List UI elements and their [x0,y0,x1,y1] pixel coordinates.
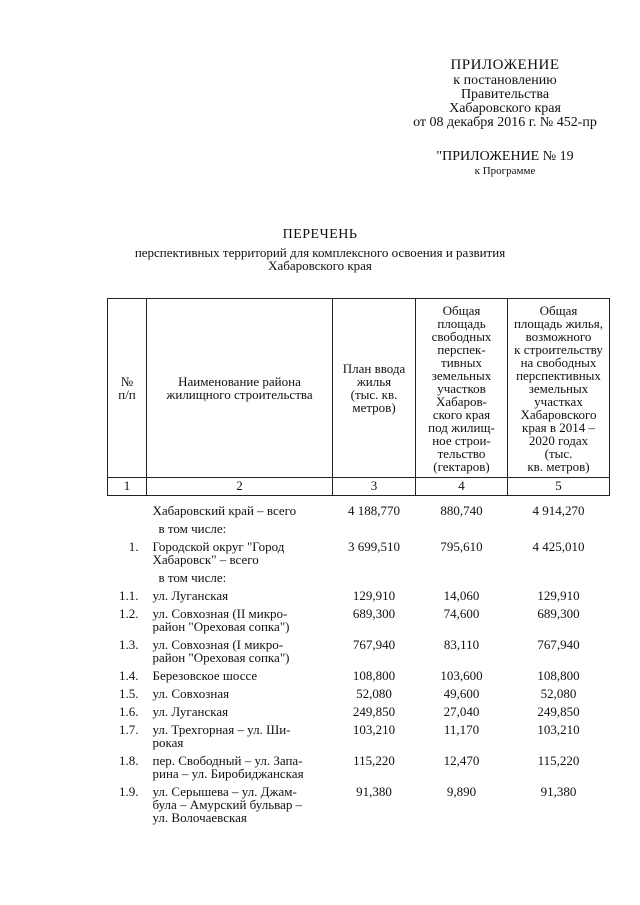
table-row [108,667,610,685]
appendix-block [410,150,600,178]
total-value: 249,850 [537,704,580,719]
approval-title: ПРИЛОЖЕНИЕ [450,57,560,73]
header-line: края в 2014 – [522,419,595,435]
row-name-line: в том числе: [158,570,227,585]
total-value [508,569,610,587]
row-name-line: ул. Совхозная [152,686,230,701]
area-value: 103,600 [440,668,483,683]
row-name-line: Хабаровский край – всего [152,503,297,518]
table-row [108,605,610,636]
plan-value: 91,380 [356,784,392,799]
row-name [147,587,333,605]
header-line: тельство [437,445,486,461]
header-line: перспек- [437,341,486,357]
table-row [108,721,610,752]
row-number: 1.3. [119,637,139,652]
row-number: 1.5. [119,686,139,701]
column-number: 3 [333,478,416,496]
row-name-line: район "Ореховая сопка") [152,650,290,665]
table-header-row [108,299,610,478]
plan-value: 4 188,770 [348,503,400,518]
header-line: Хабаров- [435,393,487,409]
plan-value [333,569,416,587]
plan-value: 52,080 [356,686,392,701]
heading-subtitle-line-2: Хабаровского края [268,258,372,273]
table-row [108,569,610,587]
header-line: под жилищ- [428,419,495,435]
total-value: 108,800 [537,668,580,683]
row-number [108,520,147,538]
row-name-line: ул. Серышева – ул. Джам- [152,784,297,799]
total-value: 129,910 [537,588,580,603]
header-line: п/п [118,387,136,402]
header-cell [508,299,610,478]
row-name-line: Городской округ "Город [152,539,285,554]
header-line: (гектаров) [433,458,490,474]
row-name-line: ул. Совхозная (I микро- [152,637,284,652]
row-number: 1.6. [119,704,139,719]
header-line: возможного [525,328,592,344]
row-name [147,636,333,667]
appendix-title: "ПРИЛОЖЕНИЕ № 19 [436,149,574,164]
heading-title: ПЕРЕЧЕНЬ [282,227,358,242]
area-value: 49,600 [443,686,480,701]
total-value: 91,380 [540,784,577,799]
plan-value: 689,300 [352,606,396,621]
header-line: жилья [356,374,392,389]
row-name [147,783,333,827]
table-row [108,783,610,827]
row-number [108,502,147,520]
header-line: жилищного строительства [166,387,313,402]
header-line: (тыс. [544,445,573,461]
approval-line-4: от 08 декабря 2016 г. № 452-пр [413,115,597,130]
row-name [147,667,333,685]
area-value: 74,600 [443,606,480,621]
table-row [108,587,610,605]
column-number: 5 [508,478,610,496]
column-number: 1 [108,478,147,496]
row-name [147,752,333,783]
area-value: 27,040 [443,704,480,719]
row-name [147,703,333,721]
heading-subtitle-line-1: перспективных территорий для комплексного освоения и развития [134,245,506,260]
header-line: ное строи- [432,432,491,448]
row-name-line: район "Ореховая сопка") [152,619,290,634]
header-line: участках [534,393,583,409]
row-name-line: ул. Луганская [152,588,229,603]
approval-line-1: к постановлению [453,73,557,88]
row-number [108,569,147,587]
approval-line-2: Правительства [460,87,550,102]
row-name-line: рокая [152,735,184,750]
header-line: 2020 годах [528,432,589,448]
table-body [108,478,610,828]
table-row [108,752,610,783]
row-name-line: ул. Волочаевская [152,810,247,825]
row-name [147,685,333,703]
total-value: 4 425,010 [532,539,585,554]
header-line: Общая [539,302,578,318]
row-name-line: пер. Свободный – ул. Запа- [152,753,303,768]
plan-value: 103,210 [352,722,396,737]
header-cell [147,299,333,478]
plan-value: 767,940 [352,637,396,652]
table-row [108,538,610,569]
total-value: 115,220 [537,753,580,768]
plan-value: 3 699,510 [348,539,400,554]
total-value: 4 914,270 [532,503,585,518]
header-line: земельных [431,367,492,383]
table-row [108,685,610,703]
header-line: площадь [437,315,486,331]
row-number: 1.8. [119,753,139,768]
area-value [416,569,508,587]
header-line: на свободных [520,354,597,370]
header-line: № [120,374,134,389]
column-number: 4 [416,478,508,496]
header-line: План ввода [342,361,406,376]
row-name [147,721,333,752]
row-name-line: Хабаровск" – всего [152,552,259,567]
row-name-line: в том числе: [158,521,227,536]
plan-value: 249,850 [352,704,396,719]
row-name [147,502,333,520]
row-number: 1.9. [119,784,139,799]
area-value: 880,740 [440,503,483,518]
header-line: Хабаровского [520,406,597,422]
row-number: 1.1. [119,588,139,603]
table-row [108,502,610,520]
header-line: земельных [528,380,589,396]
plan-value [333,520,416,538]
area-value: 9,890 [446,784,477,799]
header-line: (тыс. кв. [350,387,398,402]
row-name-line: була – Амурский бульвар – [152,797,303,812]
header-line: площадь жилья, [513,315,604,331]
area-value: 11,170 [443,722,480,737]
total-value [508,520,610,538]
territories-table [107,298,610,827]
header-cell [108,299,147,478]
header-line: к строительству [514,341,603,357]
approval-line-3: Хабаровского края [449,101,561,116]
header-line: ского края [432,406,491,422]
total-value: 767,940 [537,637,580,652]
header-line: кв. метров) [527,458,590,474]
header-line: метров) [352,400,396,415]
table-row [108,520,610,538]
plan-value: 108,800 [352,668,396,683]
header-line: Наименование района [178,374,301,389]
header-cell [333,299,416,478]
area-value: 83,110 [443,637,480,652]
row-number: 1.4. [119,668,139,683]
row-name-line: ул. Луганская [152,704,229,719]
header-line: тивных [441,354,482,370]
plan-value: 115,220 [353,753,395,768]
total-value: 52,080 [540,686,577,701]
row-name [147,605,333,636]
row-number: 1.2. [119,606,139,621]
row-name [147,569,333,587]
row-number: 1.7. [119,722,139,737]
row-number: 1. [128,539,139,554]
header-line: участков [437,380,486,396]
column-number-row [108,478,610,496]
plan-value: 129,910 [352,588,396,603]
area-value: 795,610 [440,539,483,554]
appendix-subtitle: к Программе [474,165,536,177]
approval-block [400,58,610,130]
row-name-line: Березовское шоссе [152,668,258,683]
area-value: 12,470 [443,753,480,768]
area-value: 14,060 [443,588,480,603]
column-number: 2 [147,478,333,496]
row-name-line: ул. Трехгорная – ул. Ши- [152,722,291,737]
row-name [147,538,333,569]
table-row [108,636,610,667]
total-value: 103,210 [537,722,580,737]
row-name [147,520,333,538]
document-heading [100,228,540,272]
header-line: свободных [431,328,492,344]
header-line: перспективных [516,367,601,383]
total-value: 689,300 [537,606,580,621]
row-name-line: ул. Совхозная (II микро- [152,606,288,621]
header-line: Общая [442,302,481,318]
header-cell [416,299,508,478]
row-name-line: рина – ул. Биробиджанская [152,766,304,781]
area-value [416,520,508,538]
table-row [108,703,610,721]
